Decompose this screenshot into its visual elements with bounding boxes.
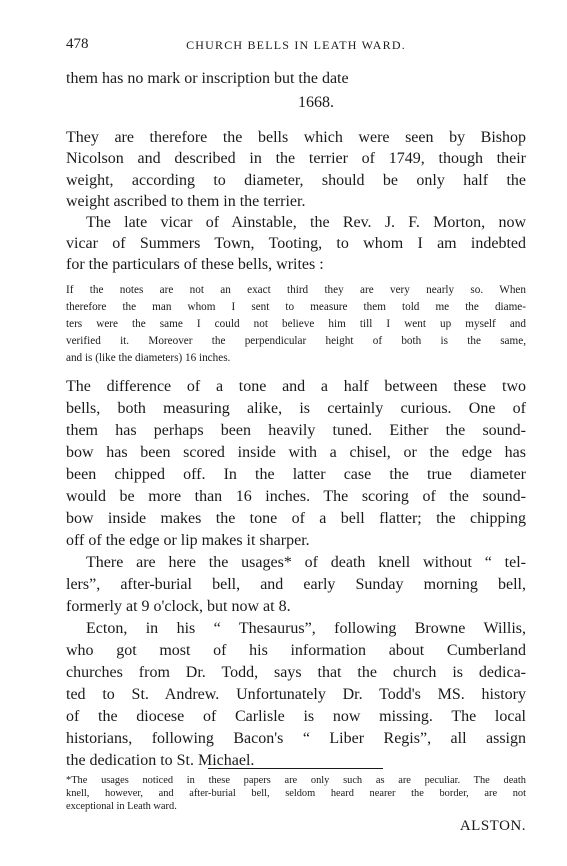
body-line: vicar of Summers Town, Tooting, to whom I am indebted [66,235,526,252]
body-line: lers”, after-burial bell, and early Sunday morning bell, [66,576,526,593]
body-line: formerly at 9 o'clock, but now at 8. [66,598,291,615]
body-line: The difference of a tone and a half between these two [66,378,526,395]
body-line: churches from Dr. Todd, says that the church is dedica- [66,664,526,681]
footnote-line: knell, however, and after-burial bell, seldom heard nearer the border, are not [66,788,526,799]
body-line: would be more than 16 inches. The scoring of the sound- [66,488,526,505]
body-line: Nicolson and described in the terrier of 1749, though their [66,150,526,167]
catchword: ALSTON. [459,818,526,834]
quote-line: verified it. Moreover the perpendicular height of both is the same, [66,335,526,347]
body-line: bow inside makes the tone of a bell flatter; the chipping [66,510,526,527]
body-line: the dedication to St. Michael. [66,752,255,769]
body-line: been chipped off. In the latter case the true diameter [66,466,526,483]
quote-line: therefore the man whom I sent to measure them told me the diame- [66,301,526,313]
body-line: them has perhaps been heavily tuned. Either the sound- [66,422,526,439]
body-line: for the particulars of these bells, writes : [66,256,324,273]
body-line: Ecton, in his “ Thesaurus”, following Browne Willis, [86,620,526,637]
inscription-date: 1668. [298,94,334,111]
quote-line: If the notes are not an exact third they are very nearly so. When [66,284,526,296]
body-line: The late vicar of Ainstable, the Rev. J. F. Morton, now [86,214,526,231]
quote-line: and is (like the diameters) 16 inches. [66,352,231,364]
page-number: 478 [66,36,89,52]
body-line: weight, according to diameter, should be only half the [66,172,526,189]
quote-line: ters were the same I could not believe him till I went up myself and [66,318,526,330]
body-line: historians, following Bacon's “ Liber Regis”, all assign [66,730,526,747]
body-line: bow has been scored inside with a chisel, or the edge has [66,444,526,461]
body-line: bells, both measuring alike, is certainly curious. One of [66,400,526,417]
footnote-line: exceptional in Leath ward. [66,801,177,812]
running-head: CHURCH BELLS IN LEATH WARD. [186,38,406,52]
footnote-rule [208,768,383,769]
footnote-line: *The usages noticed in these papers are only such as are peculiar. The death [66,775,526,786]
body-line: There are here the usages* of death knell without “ tel- [86,554,526,571]
body-line: weight ascribed to them in the terrier. [66,193,306,210]
body-line: They are therefore the bells which were seen by Bishop [66,129,526,146]
body-line: off of the edge or lip makes it sharper. [66,532,310,549]
body-line: who got most of his information about Cumberland [66,642,526,659]
body-line: ted to St. Andrew. Unfortunately Dr. Todd's MS. history [66,686,526,703]
page-header [66,36,526,56]
body-line: them has no mark or inscription but the date [66,70,349,87]
body-line: of the diocese of Carlisle is now missing. The local [66,708,526,725]
